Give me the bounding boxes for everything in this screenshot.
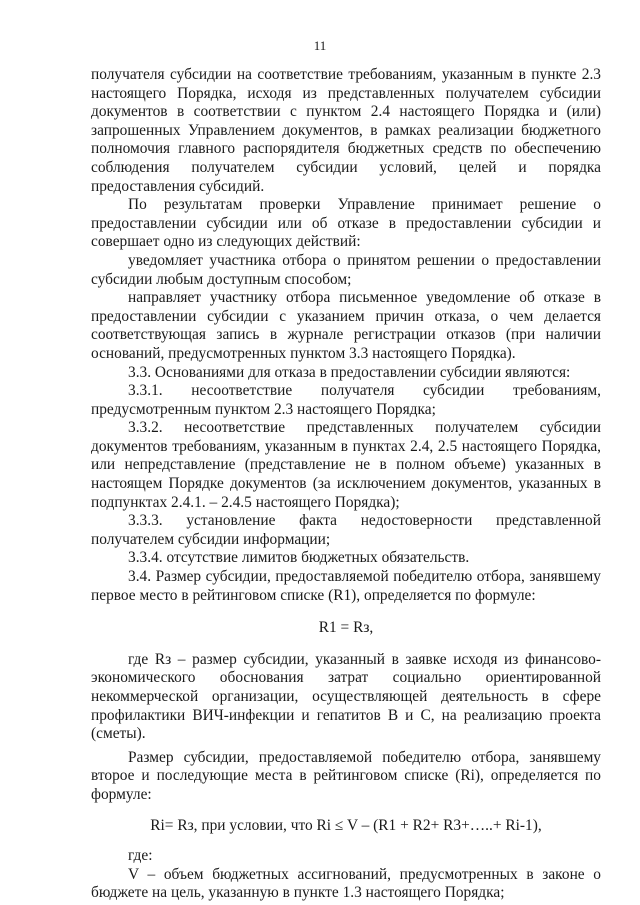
paragraph-v-definition: V – объем бюджетных ассигнований, предусмотренных в законе о бюджете на цель, указанную в пункте 1.3 настоящего Порядка; [91,865,601,902]
formula-r1: R1 = Rз, [318,619,374,637]
document-body [91,66,601,903]
paragraph-refusal-notice: направляет участнику отбора письменное уведомление об отказе в предоставлении субсидии с указанием причин отказа, о чем делается соответствующая запись в журнале регистрации отказов (при наличии оснований, предусмотренных пунктом 3.3 настоящего Порядка). [91,289,601,362]
paragraph-continuation: получателя субсидии на соответствие требованиям, указанным в пункте 2.3 настоящего Порядка, исходя из представленных получателем субсидии документов в соответствии с пунктом 2.4 настоящего Порядка и (или) запрошенных Управлением документов, в рамках реализации бюджетного полномочия главного распорядителя бюджетных средств по обеспечению соблюдения получателем субсидии условий, целей и порядка предоставления субсидий. [91,66,601,195]
paragraph-3-3: 3.3. Основаниями для отказа в предоставлении субсидии являются: [128,363,571,381]
paragraph-where: где: [128,847,153,865]
paragraph-3-3-1: 3.3.1. несоответствие получателя субсидии требованиям, предусмотренным пунктом 2.3 настоящего Порядка; [91,382,601,418]
formula-ri: Ri= Rз, при условии, что Ri ≤ V – (R1 + R2+ R3+…..+ Ri-1), [150,816,542,834]
paragraph-subsequent-places: Размер субсидии, предоставляемой победителю отбора, занявшему второе и последующие места в рейтинговом списке (Ri), определяется по формуле: [91,748,601,803]
paragraph-check-results: По результатам проверки Управление принимает решение о предоставлении субсидии или об отказе в предоставлении субсидии и совершает одно из следующих действий: [91,196,601,251]
paragraph-3-3-2: 3.3.2. несоответствие представленных получателем субсидии документов требованиям, указанным в пунктах 2.4, 2.5 настоящего Порядка, или непредставление (представление не в полном объеме) указанных в настоящем Порядке документов (за исключением документов, указанных в подпунктах 2.4.1. – 2.4.5 настоящего Порядка); [91,419,601,511]
page-number: 11 [313,38,327,53]
paragraph-3-3-3: 3.3.3. установление факта недостоверности представленной получателем субсидии информации; [91,512,601,548]
paragraph-3-4: 3.4. Размер субсидии, предоставляемой победителю отбора, занявшему первое место в рейтинговом списке (R1), определяется по формуле: [91,568,601,604]
paragraph-notify: уведомляет участника отбора о принятом решении о предоставлении субсидии любым доступным способом; [91,251,601,288]
paragraph-where-rz: где Rз – размер субсидии, указанный в заявке исходя из финансово-экономического обоснования затрат социально ориентированной некоммерческой организации, осуществляющей деятельность в сфере профилактики ВИЧ-инфекции и гепатитов В и С, на реализацию проекта (сметы). [91,650,601,743]
paragraph-3-3-4: 3.3.4. отсутствие лимитов бюджетных обязательств. [128,549,470,567]
